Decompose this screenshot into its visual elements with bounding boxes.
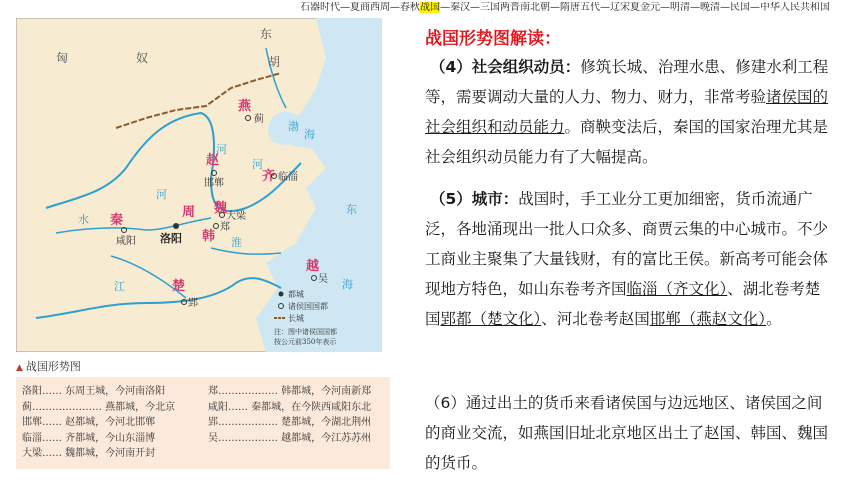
label-linzi: 临淄 <box>278 172 298 183</box>
p5-underline-3: 邯郸（燕赵文化） <box>649 310 767 328</box>
label-ying: 郢 <box>188 298 198 309</box>
timeline-before: 石器时代—夏商西周—春秋 <box>300 2 420 13</box>
note-row: 邯郸…… 赵都城，今河北邯郸 <box>22 417 156 428</box>
p5-underline-1: 临淄（齐文化） <box>626 280 728 298</box>
legend-note-2: 按公元前350年表示 <box>274 338 337 346</box>
legend-note-1: 注：图中诸侯国国都 <box>274 328 337 336</box>
label-luoyang: 洛阳 <box>160 232 182 245</box>
label-qin: 秦 <box>110 213 124 228</box>
label-donghu-b: 胡 <box>268 55 281 69</box>
p5-text-3: 、河北卷考赵国 <box>541 310 650 328</box>
label-yue: 越 <box>306 259 320 274</box>
warring-states-map <box>16 18 382 352</box>
label-ji: 蓟 <box>254 114 264 125</box>
label-zhou: 周 <box>182 205 196 220</box>
label-yan: 燕 <box>238 99 252 114</box>
label-sea-2: 东 <box>346 203 357 216</box>
label-wu: 吴 <box>318 274 328 285</box>
label-river-c: 河 <box>156 188 167 201</box>
label-chu: 楚 <box>172 279 186 294</box>
note-row: 郢……………… 楚都城，今湖北荆州 <box>208 417 372 428</box>
label-xiongnu-a: 匈 <box>56 51 69 65</box>
note-row: 大梁…… 魏都城，今河南开封 <box>22 448 156 459</box>
label-xiongnu-b: 奴 <box>136 51 149 65</box>
label-wei: 魏 <box>214 201 228 216</box>
label-river-b: 河 <box>252 158 263 171</box>
paragraph-4 <box>425 52 835 172</box>
paragraph-5 <box>425 184 835 334</box>
legend-wall: 长城 <box>288 314 304 323</box>
p5-lead: （5）城市： <box>429 190 519 208</box>
p4-underline-1: 诸侯国的社会组织和动员能力 <box>425 88 829 136</box>
timeline-highlight: 战国 <box>420 2 440 13</box>
note-row: 蓟………………… 燕都城，今北京 <box>22 401 176 413</box>
label-han: 韩 <box>202 229 216 244</box>
label-sea-4: 渤 <box>288 120 299 133</box>
label-daliang: 大梁 <box>226 211 246 222</box>
marker-luoyang <box>173 223 179 229</box>
label-xianyang: 咸阳 <box>116 236 136 247</box>
note-row: 咸阳…… 秦都城，在今陕西咸阳东北 <box>208 401 372 413</box>
label-he-mid: 水 <box>78 213 89 226</box>
legend-state: 诸侯国国都 <box>288 302 328 311</box>
p5-text-4: 。 <box>766 310 782 328</box>
capital-notes-right <box>208 384 371 446</box>
p4-text-2: 。商鞅变法后，秦国的国家治理尤其是社会组织动员能力有了大幅提高。 <box>425 118 829 166</box>
map-caption <box>16 358 81 374</box>
caption-triangle-icon: ▲ <box>16 363 23 373</box>
label-sea-3: 海 <box>342 278 353 291</box>
label-river-a: 河 <box>216 143 227 156</box>
label-huai: 淮 <box>231 236 242 249</box>
note-row: 郑……………… 韩都城，今河南新郑 <box>208 386 372 397</box>
capital-notes-left <box>22 384 175 462</box>
note-row: 吴……………… 越都城，今江苏苏州 <box>208 432 372 444</box>
caption-text: 战国形势图 <box>25 360 81 373</box>
label-handan: 邯郸 <box>204 178 224 189</box>
label-zheng: 郑 <box>220 222 230 233</box>
label-jiang: 江 <box>114 280 125 293</box>
panel-title: 战国形势图解读： <box>425 29 561 49</box>
label-zhao: 赵 <box>206 153 220 168</box>
paragraph-6: （6）通过出土的货币来看诸侯国与边远地区、诸侯国之间的商业交流，如燕国旧址北京地区出土了赵国、韩国、魏国的货币。 <box>425 394 829 472</box>
label-donghu-a: 东 <box>260 27 273 41</box>
legend-capital-marker <box>279 292 284 297</box>
p5-text-2: 、湖北卷考楚国 <box>425 280 821 328</box>
p4-text-1: 修筑长城、治理水患、修建水利工程等，需要调动大量的人力、物力、财力，非常考验 <box>425 58 829 106</box>
note-row: 洛阳…… 东周王城，今河南洛阳 <box>22 386 166 397</box>
timeline-after: —秦汉—三国两晋南北朝—隋唐五代—辽宋夏金元—明清—晚清—民国—中华人民共和国 <box>440 2 830 13</box>
note-row: 临淄…… 齐都城，今山东淄博 <box>22 432 156 444</box>
p5-text-1: 战国时，手工业分工更加细密，货币流通广泛，各地涌现出一批人口众多、商贾云集的中心城市。不少工商业主聚集了大量钱财，有的富比王侯。新高考可能会体现地方特色，如山东卷考齐国 <box>425 190 829 298</box>
capital-notes-box <box>16 377 390 469</box>
p4-lead: （4）社会组织动员： <box>429 58 581 76</box>
label-sea-1: 海 <box>304 128 315 141</box>
timeline-bar <box>300 2 856 24</box>
p5-underline-2: 郢都（楚文化） <box>440 310 542 328</box>
label-qi: 齐 <box>262 169 276 184</box>
legend-capital: 都城 <box>288 290 304 299</box>
